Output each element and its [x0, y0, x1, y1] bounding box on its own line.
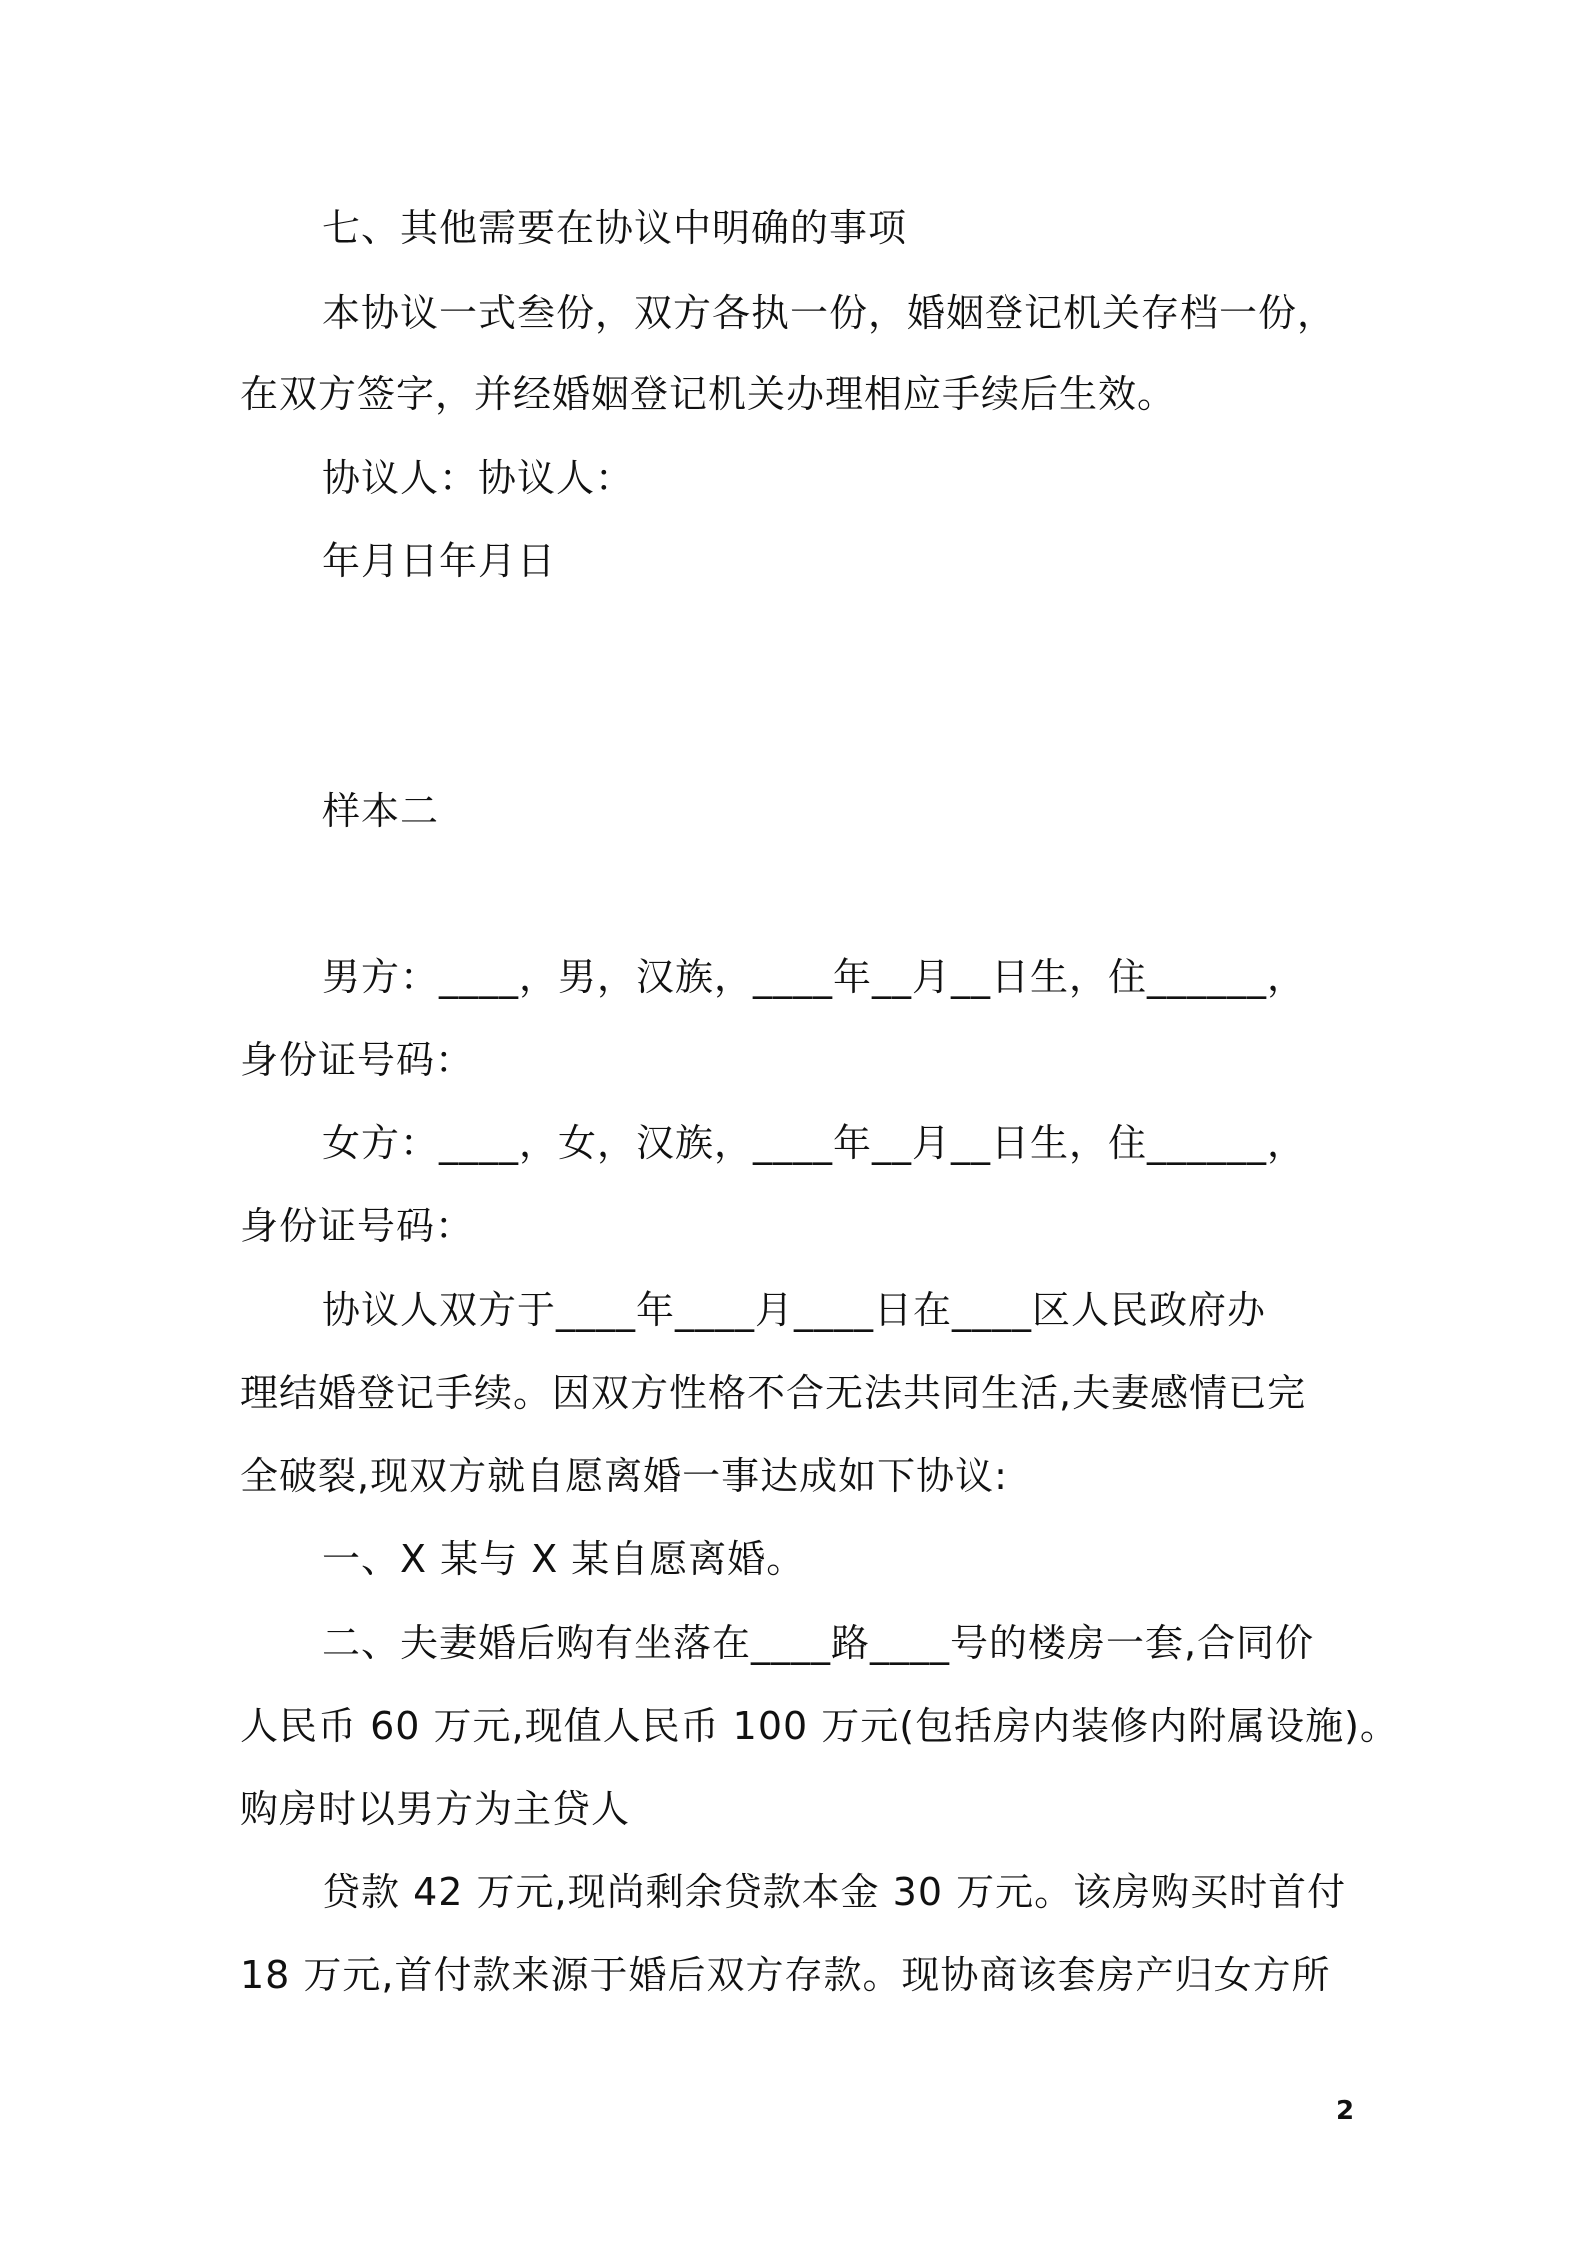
paragraph-line: 在双方签字，并经婚姻登记机关办理相应手续后生效。: [240, 372, 1177, 416]
paragraph-line: 本协议一式叁份，双方各执一份，婚姻登记机关存档一份，: [322, 291, 1337, 335]
clause-two: 二、夫妻婚后购有坐落在____路____号的楼房一套,合同价: [322, 1621, 1315, 1665]
page-number: 2: [1336, 2096, 1355, 2126]
paragraph-line: 18 万元,首付款来源于婚后双方存款。现协商该套房产归女方所: [240, 1953, 1331, 1997]
female-party-line: 女方：____，女，汉族，____年__月__日生，住______，: [322, 1121, 1307, 1165]
clause-one: 一、X 某与 X 某自愿离婚。: [322, 1537, 806, 1581]
male-id-line: 身份证号码：: [240, 1038, 475, 1082]
paragraph-line: 全破裂,现双方就自愿离婚一事达成如下协议:: [240, 1454, 1008, 1498]
male-party-line: 男方：____，男，汉族，____年__月__日生，住______，: [322, 955, 1307, 999]
female-id-line: 身份证号码：: [240, 1204, 475, 1248]
sample-heading: 样本二: [322, 789, 440, 833]
paragraph-line: 理结婚登记手续。因双方性格不合无法共同生活,夫妻感情已完: [240, 1371, 1307, 1415]
signature-line: 协议人：协议人：: [322, 456, 635, 500]
section-heading-other-matters: 七、其他需要在协议中明确的事项: [322, 206, 908, 250]
paragraph-line: 贷款 42 万元,现尚剩余贷款本金 30 万元。该房购买时首付: [322, 1870, 1347, 1914]
paragraph-line: 购房时以男方为主贷人: [240, 1787, 631, 1831]
paragraph-line: 人民币 60 万元,现值人民币 100 万元(包括房内装修内附属设施)。: [240, 1704, 1399, 1748]
date-line: 年月日年月日: [322, 539, 557, 583]
paragraph-line: 协议人双方于____年____月____日在____区人民政府办: [322, 1288, 1267, 1332]
